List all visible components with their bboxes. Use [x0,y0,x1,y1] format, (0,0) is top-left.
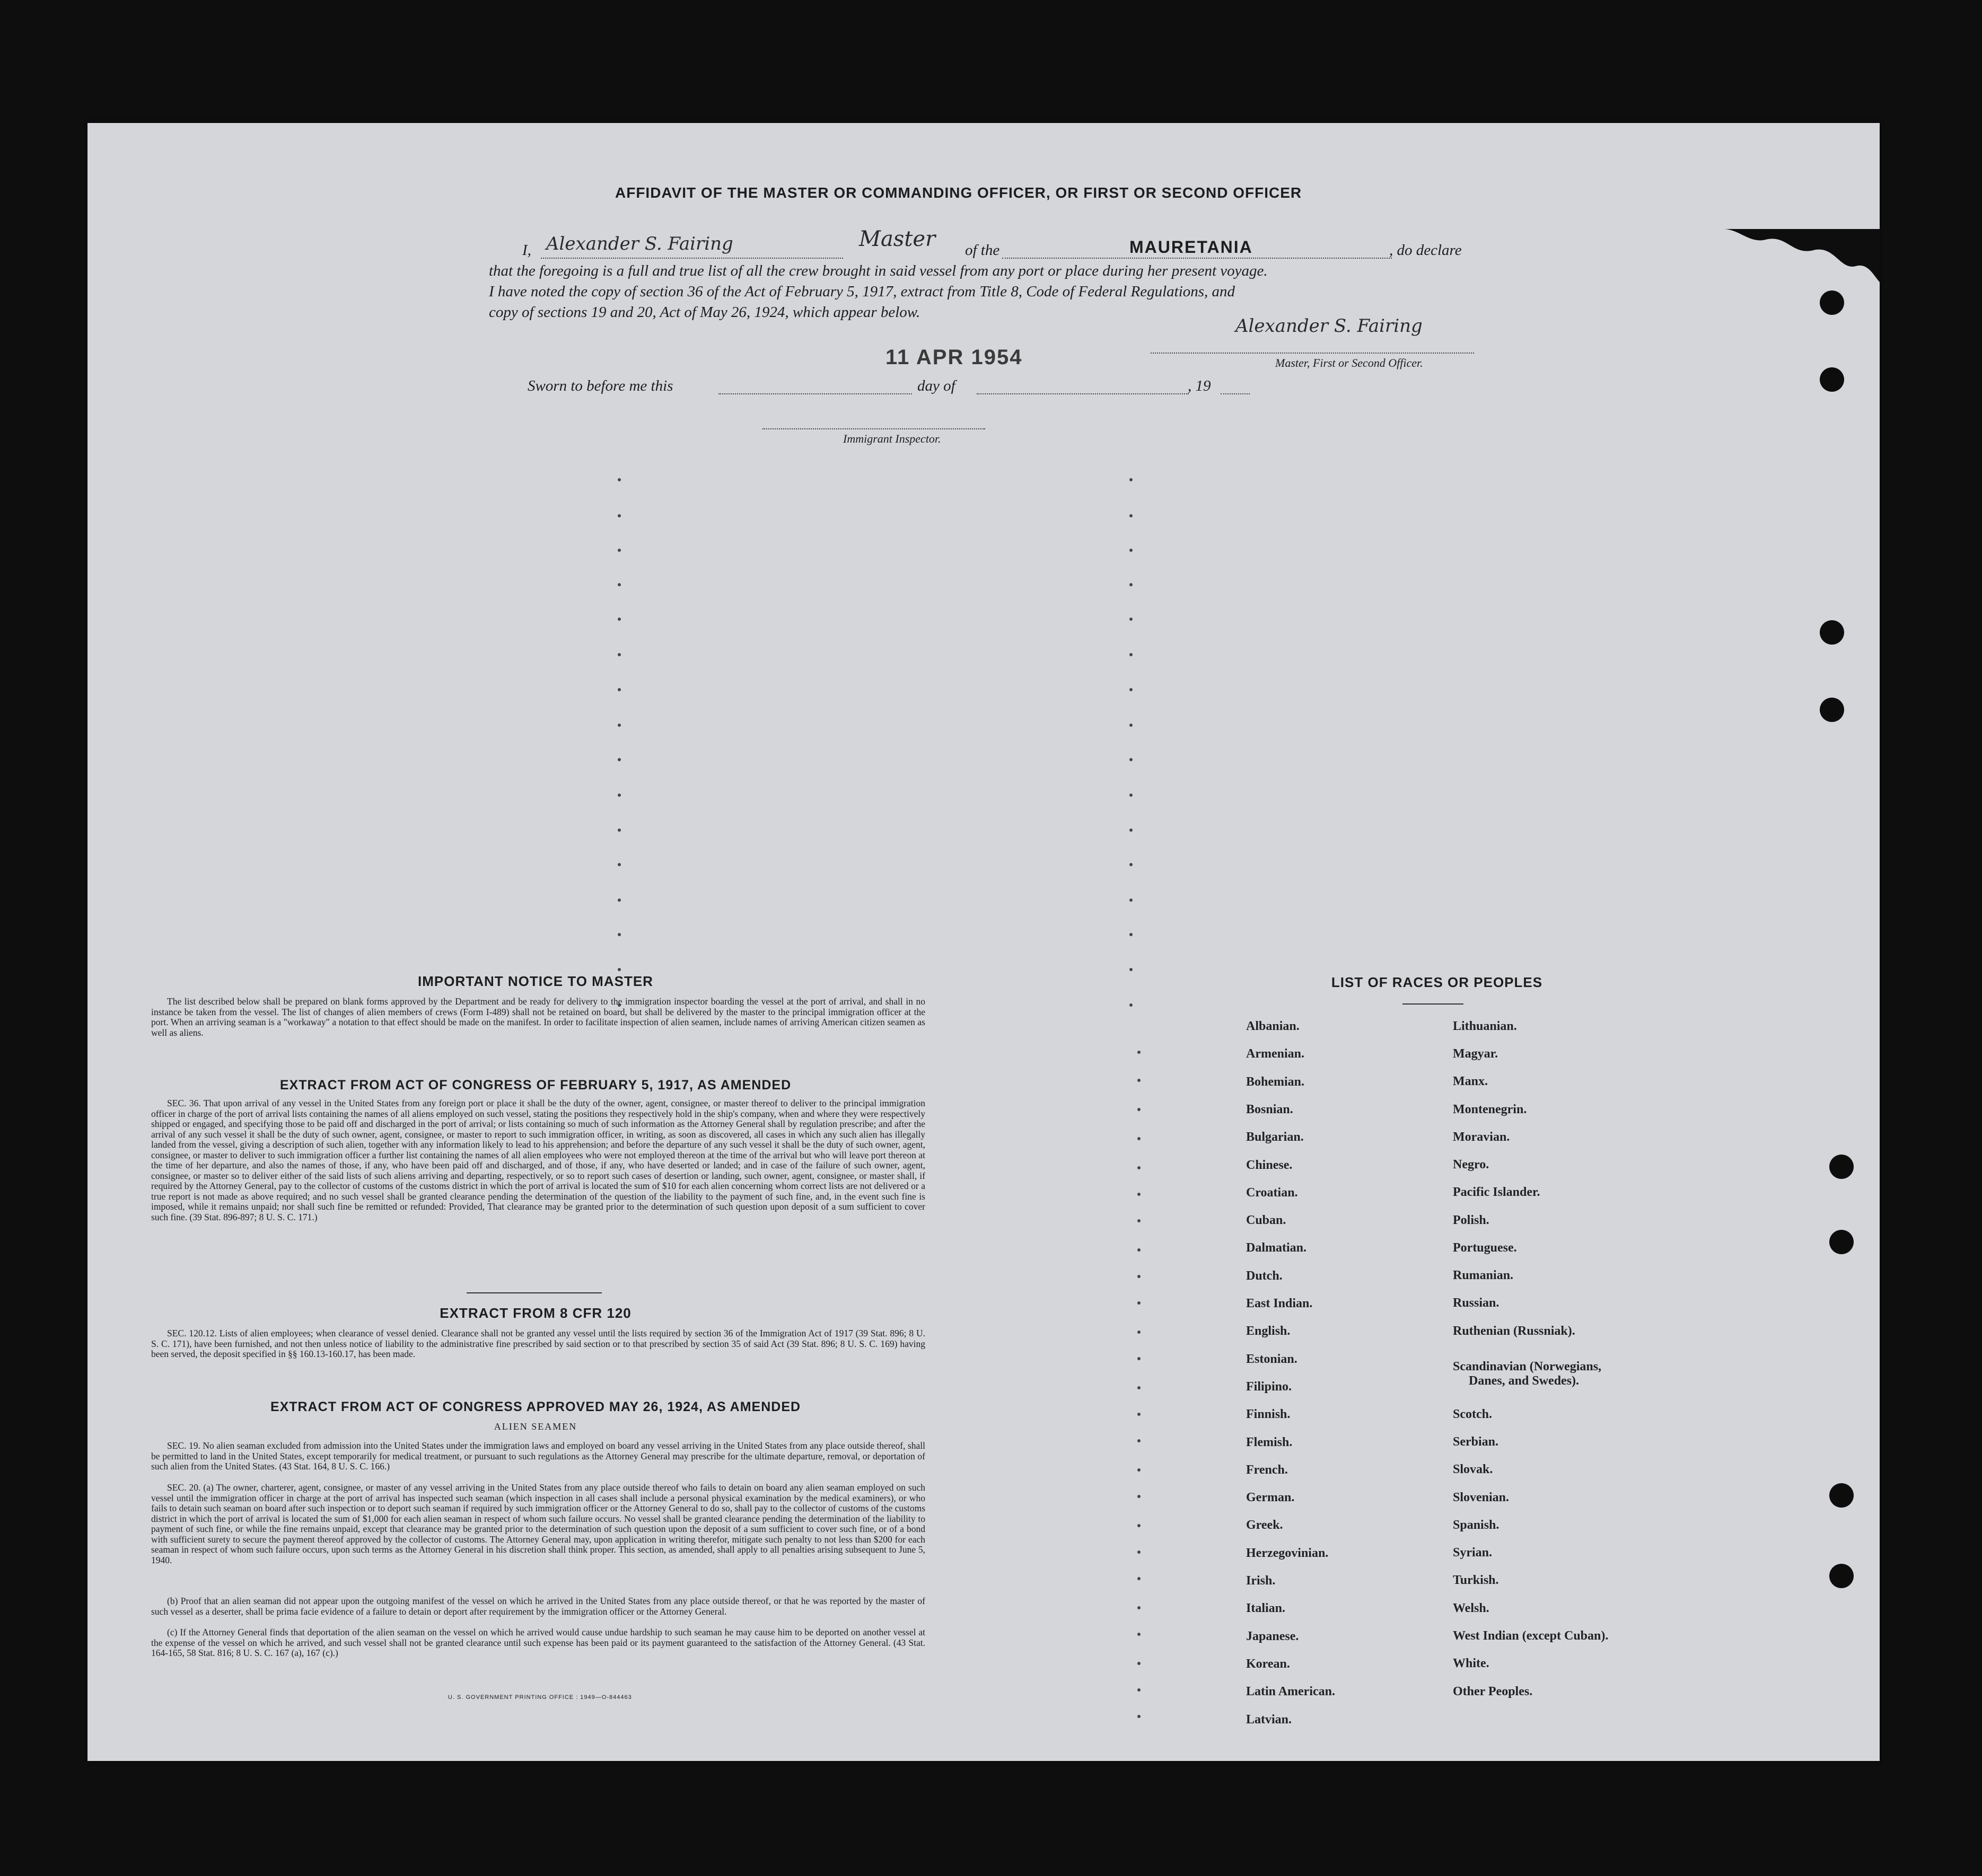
races-title: LIST OF RACES OR PEOPLES [1331,974,1543,990]
race-item: Ruthenian (Russniak). [1453,1324,1575,1338]
race-item: Chinese. [1246,1158,1293,1172]
race-item: Greek. [1246,1518,1283,1532]
race-item: Finnish. [1246,1407,1291,1422]
extract-cfr-body: SEC. 120.12. Lists of alien employees; when clearance of vessel denied. Clearance shall not be granted any vessel until the lists required by section 36 of the Immigration Act of 1917 (39 Stat. 896; 8 U. S. C. 171), have been furnished, and not then unless notice of liability to the administrative fine prescribed by said section or to that prescribed by section 35 of said Act (39 Stat. 896; 8 U. S. C. 169) having been served, the deposit specified in §§ 160.13-160.17, has been made. [151,1328,925,1359]
race-item: Dutch. [1246,1269,1283,1283]
race-item: Latvian. [1246,1712,1292,1727]
race-item: Syrian. [1453,1546,1493,1560]
inspector-caption: Immigrant Inspector. [843,432,941,445]
vessel-blank-line [1002,258,1392,259]
race-item: Estonian. [1246,1352,1297,1366]
race-item: Scandinavian (Norwegians, [1453,1360,1602,1373]
extract-1924-sec20b: (b) Proof that an alien seaman did not appear upon the outgoing manifest of the vessel on which he arrived in the United States from any place outside thereof, or that he was reported by the master of such vessel as a deserter, shall be prima facie evidence of a failure to detain or deport after requirement by the immigration officer or the Attorney General. [151,1596,925,1617]
extract-cfr-title: EXTRACT FROM 8 CFR 120 [440,1305,632,1321]
race-item: Portuguese. [1453,1241,1517,1255]
race-item: Moravian. [1453,1130,1510,1144]
race-item: Rumanian. [1453,1269,1514,1282]
race-item: English. [1246,1324,1291,1338]
race-item: Danes, and Swedes). [1469,1374,1580,1388]
i-label: I, [522,242,531,259]
sworn-month-line [977,393,1189,394]
race-item: Flemish. [1246,1435,1293,1449]
punch-hole [1829,1564,1854,1588]
extract-1924-sec20a: SEC. 20. (a) The owner, charterer, agent, consignee, or master of any vessel arriving in the United States from any place outside thereof who fails to detain on board any alien seaman employed on such vessel until the immigration officer in charge at the port of arrival has inspected such seaman (which inspection in all cases shall include a personal physical examination by the medical examiners), or who fails to detain such seaman on board after such inspection or to deport such seaman if required by such immigration officer or the Attorney General to do so, shall pay to the collector of customs of the customs district in which the port of arrival is located the sum of $1,000 for each alien seaman in respect of whom such failure occurs. No vessel shall be granted clearance pending the determination of the liability to payment of such fine, or while the fine remains unpaid, except that clearance may be granted prior to the determination of such question upon the deposit of a sum sufficient to cover such fine, or of a bond with sufficient surety to secure the payment thereof approved by the collector of customs. The Attorney General may, upon application in writing therefor, mitigate such penalty to not less than $200 for each seaman in respect of whom such failure occurs, upon such terms as the Attorney General in his discretion shall think proper. This section, as amended, shall apply to all penalties arising subsequent to June 5, 1940. [151,1482,925,1565]
sworn-label: Sworn to before me this [528,377,673,394]
race-item: Bulgarian. [1246,1130,1304,1144]
signature-caption: Master, First or Second Officer. [1275,356,1423,369]
extract-1917-body: SEC. 36. That upon arrival of any vessel in the United States from any foreign port or place it shall be the duty of the owner, agent, consignee, or master thereof to deliver to the principal immigration officer in charge of the port of arrival lists containing the names of all aliens employed on such vessel, stating the positions they respectively hold in the ship's company, when and where they were respectively shipped or engaged, and specifying those to be paid off and discharged in the port of arrival; or lists containing so much of such information as the Attorney General shall by regulation prescribe; and after the arrival of any such vessel it shall be the duty of such owner, agent, consignee, or master to report to such immigration officer, in writing, as soon as discovered, all cases in which any such alien has illegally landed from the vessel, giving a description of such alien, together with any information likely to lead to his apprehension; and before the departure of any such vessel it shall be the duty of such owner, agent, consignee, or master to deliver to such immigration officer a further list containing the names of all alien employees who were not employed thereon at the time of the arrival but who will leave port thereon at the time of her departure, and also the names of those, if any, who have been paid off and discharged, and of those, if any, who have deserted or landed; and in case of the failure of such owner, agent, consignee, or master so to deliver either of the said lists of such aliens arriving and departing, respectively, or so to report such cases of desertion or landing, such owner, agent, consignee, or master shall, if required by the Attorney General, pay to the collector of customs of the customs district in which the port of arrival is located the sum of $10 for each alien concerning whom correct lists are not delivered or a true report is not made as above required; and no such vessel shall be granted clearance pending the determination of the question of the liability to the payment of such fine, and, in the event such fine is imposed, while it remains unpaid; nor shall such fine be remitted or refunded: Provided, That clearance may be granted prior to the determination of such question upon deposit of a sum sufficient to cover such fine. (39 Stat. 896-897; 8 U. S. C. 171.) [151,1098,925,1222]
race-item: Japanese. [1246,1629,1299,1643]
rank-handwritten: Master [859,227,936,251]
race-item: Latin American. [1246,1685,1335,1699]
race-item: Serbian. [1453,1435,1499,1449]
section-divider [467,1292,602,1293]
affidavit-line-4: copy of sections 19 and 20, Act of May 26, 1924, which appear below. [489,304,920,321]
do-declare-label: , do declare [1389,242,1462,259]
race-item: Albanian. [1246,1019,1300,1033]
name-blank-line [541,258,843,259]
race-item: Russian. [1453,1296,1499,1310]
race-item: Bohemian. [1246,1074,1305,1089]
race-item: Italian. [1246,1601,1286,1616]
race-item: Slovak. [1453,1463,1493,1476]
sworn-day-line [718,393,912,394]
race-item: Magyar. [1453,1047,1498,1061]
race-item: East Indian. [1246,1297,1313,1310]
race-item: Slovenian. [1453,1491,1510,1504]
race-item: Dalmatian. [1246,1241,1306,1255]
notice-body: The list described below shall be prepared on blank forms approved by the Department and be ready for delivery to the immigration inspector boarding the vessel at the port of arrival, and shall in no instance be taken from the vessel. The list of changes of alien members of crews (Form I-489) shall not be retained on board, but shall be delivered by the master to the principal immigration officer at the port. When an arriving seaman is a "workaway" a notation to that effect should be made on the manifest. In order to facilitate inspection of alien seamen, include names of arriving American citizen seamen as well as aliens. [151,996,925,1038]
race-item: Polish. [1453,1213,1489,1227]
race-item: Herzegovinian. [1246,1546,1329,1560]
signature-line [1151,353,1474,354]
race-item: Spanish. [1453,1518,1499,1532]
race-item: Bosnian. [1246,1102,1293,1116]
extract-1924-subtitle: ALIEN SEAMEN [494,1421,577,1432]
extract-1924-sec20c: (c) If the Attorney General finds that deportation of the alien seaman on the vessel on which he arrived would cause undue hardship to such seaman he may cause him to be deported on another vessel at the expense of the vessel on which he arrived, and such vessel shall not be granted clearance until such expense has been paid or its payment guaranteed to the satisfaction of the Attorney General. (43 Stat. 164-165, 58 Stat. 816; 8 U. S. C. 167 (a), 167 (c).) [151,1627,925,1658]
extract-1917-title: EXTRACT FROM ACT OF CONGRESS OF FEBRUARY 5, 1917, AS AMENDED [279,1078,792,1093]
race-item: Filipino. [1246,1379,1292,1394]
race-item: White. [1453,1657,1489,1670]
year-prefix: , 19 [1188,377,1211,394]
affidavit-title: AFFIDAVIT OF THE MASTER OR COMMANDING OFFICER, OR FIRST OR SECOND OFFICER [615,184,1302,201]
extract-1924-title: EXTRACT FROM ACT OF CONGRESS APPROVED MAY 26, 1924, AS AMENDED [270,1399,801,1414]
race-item: German. [1246,1491,1295,1505]
day-of-label: day of [917,377,955,394]
affidavit-line-2: that the foregoing is a full and true list of all the crew brought in said vessel from any port or place during her present voyage. [489,262,1268,279]
punch-hole [1820,698,1844,722]
race-item: Cuban. [1246,1213,1286,1228]
torn-corner [1660,229,1880,340]
punch-hole [1820,290,1844,315]
gpo-imprint: U. S. GOVERNMENT PRINTING OFFICE : 1949—O-844463 [448,1694,632,1701]
race-item: Pacific Islander. [1453,1185,1540,1199]
race-item: Turkish. [1453,1573,1499,1587]
officer-name-handwritten: Alexander S. Fairing [546,233,733,254]
race-item: Welsh. [1453,1601,1489,1615]
race-item: Armenian. [1246,1047,1304,1061]
punch-hole [1829,1483,1854,1508]
punch-hole [1829,1230,1854,1254]
race-item: West Indian (except Cuban). [1453,1629,1609,1643]
master-signature: Alexander S. Fairing [1235,315,1423,337]
of-the-label: of the [965,242,1000,259]
race-item: Manx. [1453,1074,1488,1088]
race-item: French. [1246,1463,1288,1477]
races-title-rule [1402,1003,1463,1005]
punch-hole [1820,620,1844,645]
notice-title: IMPORTANT NOTICE TO MASTER [418,973,653,989]
race-item: Scotch. [1453,1407,1492,1421]
inspector-line [762,428,985,429]
punch-hole [1820,367,1844,392]
vessel-name: MAURETANIA [1129,237,1253,257]
extract-1924-sec19: SEC. 19. No alien seaman excluded from admission into the United States under the immigration laws and employed on board any vessel arriving in the United States from any place outside thereof, shall be permitted to land in the United States, except temporarily for medical treatment, or pursuant to such regulations as the Attorney General may prescribe for the ultimate departure, removal, or deportation of such alien from the United States. (43 Stat. 164, 8 U. S. C. 166.) [151,1440,925,1472]
race-item: Korean. [1246,1657,1290,1671]
race-item: Other Peoples. [1453,1685,1533,1698]
year-line [1221,393,1250,394]
date-stamp: 11 APR 1954 [885,346,1023,369]
punch-hole [1829,1155,1854,1179]
race-item: Croatian. [1246,1185,1298,1200]
race-item: Negro. [1453,1158,1489,1172]
race-item: Lithuanian. [1453,1019,1517,1033]
race-item: Montenegrin. [1453,1103,1527,1116]
affidavit-line-3: I have noted the copy of section 36 of the Act of February 5, 1917, extract from Title 8, Code of Federal Regulations, and [489,283,1235,300]
race-item: Irish. [1246,1574,1276,1588]
